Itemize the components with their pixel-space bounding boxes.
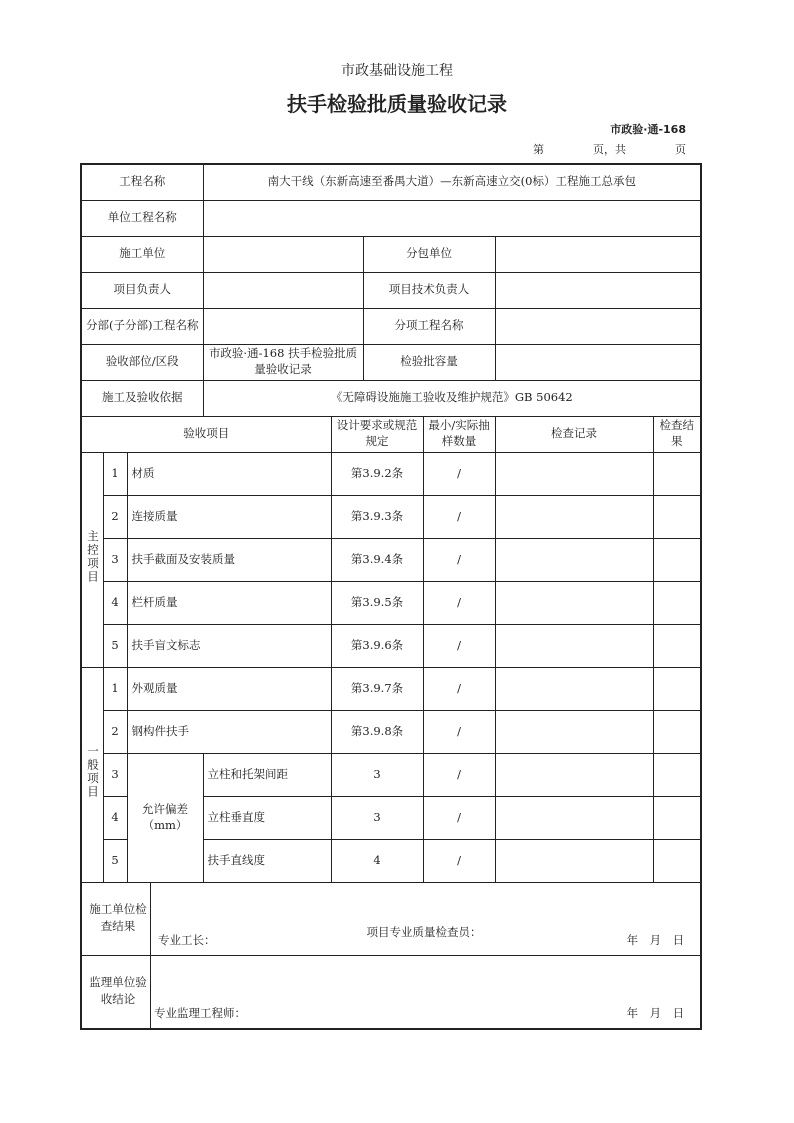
table-row — [81, 753, 701, 796]
row-record[interactable] — [495, 796, 653, 839]
supervisor-date: 年 月 日 — [626, 1005, 685, 1020]
col-header-design: 设计要求或规范规定 — [331, 416, 423, 452]
division-value[interactable] — [203, 308, 363, 344]
basis-value[interactable]: 《无障碍设施施工验收及维护规范》GB 50642 — [203, 380, 701, 416]
row-sample[interactable]: / — [423, 796, 495, 839]
row-sample[interactable]: / — [423, 710, 495, 753]
row-number: 2 — [103, 710, 127, 753]
col-header-record: 检查记录 — [495, 416, 653, 452]
subitem-label: 分项工程名称 — [363, 308, 495, 344]
subcontractor-value[interactable] — [495, 236, 701, 272]
contractor-signoff[interactable] — [81, 882, 701, 955]
row-item-name: 外观质量 — [127, 667, 331, 710]
row-sample[interactable]: / — [423, 581, 495, 624]
row-number: 3 — [103, 538, 127, 581]
row-spec: 第3.9.8条 — [331, 710, 423, 753]
section-value[interactable]: 市政验·通-168 扶手检验批质量验收记录 — [203, 344, 363, 380]
row-sample[interactable]: / — [423, 667, 495, 710]
table-row — [81, 624, 701, 667]
row-sample[interactable]: / — [423, 495, 495, 538]
contractor-date: 年 月 日 — [626, 932, 685, 947]
tolerance-label: 允许偏差（mm） — [127, 753, 203, 882]
row-result[interactable] — [653, 495, 701, 538]
row-item-name: 扶手截面及安装质量 — [127, 538, 331, 581]
row-number: 5 — [103, 624, 127, 667]
row-spec: 第3.9.6条 — [331, 624, 423, 667]
unit-project-label: 单位工程名称 — [81, 200, 203, 236]
row-result[interactable] — [653, 538, 701, 581]
row-spec: 第3.9.2条 — [331, 452, 423, 495]
row-spec: 3 — [331, 796, 423, 839]
col-header-item: 验收项目 — [81, 416, 331, 452]
row-record[interactable] — [495, 624, 653, 667]
table-row — [81, 667, 701, 710]
row-number: 3 — [103, 753, 127, 796]
division-label: 分部(子分部)工程名称 — [81, 308, 203, 344]
row-number: 4 — [103, 796, 127, 839]
col-header-result: 检查结果 — [653, 416, 701, 452]
row-item-name: 栏杆质量 — [127, 581, 331, 624]
row-item-name: 立柱和托架间距 — [203, 753, 331, 796]
row-record[interactable] — [495, 495, 653, 538]
row-record[interactable] — [495, 538, 653, 581]
row-result[interactable] — [653, 710, 701, 753]
subitem-value[interactable] — [495, 308, 701, 344]
row-record[interactable] — [495, 839, 653, 882]
row-result[interactable] — [653, 839, 701, 882]
row-spec: 4 — [331, 839, 423, 882]
foreman-label: 专业工长： — [158, 932, 216, 947]
page-counter — [527, 141, 686, 157]
row-number: 1 — [103, 667, 127, 710]
inspection-form-table — [80, 163, 702, 1030]
supervisor-conclusion-label: 监理单位验收结论 — [89, 974, 147, 1006]
general-label: 一般项目 — [81, 667, 103, 882]
section-label: 验收部位/区段 — [81, 344, 203, 380]
project-name-label: 工程名称 — [81, 164, 203, 200]
contractor-result-label: 施工单位检查结果 — [89, 901, 147, 933]
row-sample[interactable]: / — [423, 538, 495, 581]
project-manager-label: 项目负责人 — [81, 272, 203, 308]
row-result[interactable] — [653, 667, 701, 710]
document-title: 扶手检验批质量验收记录 — [287, 92, 507, 116]
row-result[interactable] — [653, 581, 701, 624]
unit-project-value[interactable] — [203, 200, 701, 236]
supervising-engineer-label: 专业监理工程师： — [154, 1005, 246, 1020]
contractor-label: 施工单位 — [81, 236, 203, 272]
page-last-label: 页 — [675, 143, 686, 156]
form-code: 市政验·通-168 — [610, 123, 686, 136]
row-spec: 3 — [331, 753, 423, 796]
row-result[interactable] — [653, 796, 701, 839]
supervisor-signoff[interactable] — [81, 955, 701, 1029]
row-sample[interactable]: / — [423, 753, 495, 796]
basis-label: 施工及验收依据 — [81, 380, 203, 416]
row-sample[interactable]: / — [423, 624, 495, 667]
document-subtitle: 市政基础设施工程 — [341, 63, 453, 79]
row-item-name: 材质 — [127, 452, 331, 495]
table-row — [81, 538, 701, 581]
row-number: 1 — [103, 452, 127, 495]
row-spec: 第3.9.4条 — [331, 538, 423, 581]
row-spec: 第3.9.3条 — [331, 495, 423, 538]
project-manager-value[interactable] — [203, 272, 363, 308]
table-row — [81, 710, 701, 753]
row-item-name: 连接质量 — [127, 495, 331, 538]
main-control-label: 主控项目 — [81, 452, 103, 667]
capacity-value[interactable] — [495, 344, 701, 380]
row-result[interactable] — [653, 753, 701, 796]
row-spec: 第3.9.7条 — [331, 667, 423, 710]
row-result[interactable] — [653, 624, 701, 667]
capacity-label: 检验批容量 — [363, 344, 495, 380]
row-spec: 第3.9.5条 — [331, 581, 423, 624]
tech-lead-label: 项目技术负责人 — [363, 272, 495, 308]
row-record[interactable] — [495, 667, 653, 710]
row-item-name: 立柱垂直度 — [203, 796, 331, 839]
page-mid-label: 页，共 — [593, 143, 626, 156]
row-record[interactable] — [495, 710, 653, 753]
tech-lead-value[interactable] — [495, 272, 701, 308]
col-header-sample: 最小/实际抽样数量 — [423, 416, 495, 452]
row-sample[interactable]: / — [423, 839, 495, 882]
page-first-label: 第 — [533, 143, 544, 156]
project-name-value[interactable]: 南大干线（东新高速至番禺大道）—东新高速立交(0标）工程施工总承包 — [203, 164, 701, 200]
row-record[interactable] — [495, 753, 653, 796]
row-record[interactable] — [495, 581, 653, 624]
row-item-name: 扶手直线度 — [203, 839, 331, 882]
row-sample[interactable]: / — [423, 452, 495, 495]
row-item-name: 钢构件扶手 — [127, 710, 331, 753]
table-row — [81, 452, 701, 495]
table-row — [81, 581, 701, 624]
row-number: 4 — [103, 581, 127, 624]
row-result[interactable] — [653, 452, 701, 495]
contractor-value[interactable] — [203, 236, 363, 272]
table-row — [81, 495, 701, 538]
row-number: 2 — [103, 495, 127, 538]
row-item-name: 扶手盲文标志 — [127, 624, 331, 667]
subcontractor-label: 分包单位 — [363, 236, 495, 272]
row-record[interactable] — [495, 452, 653, 495]
qc-inspector-label: 项目专业质量检查员： — [366, 924, 482, 939]
row-number: 5 — [103, 839, 127, 882]
